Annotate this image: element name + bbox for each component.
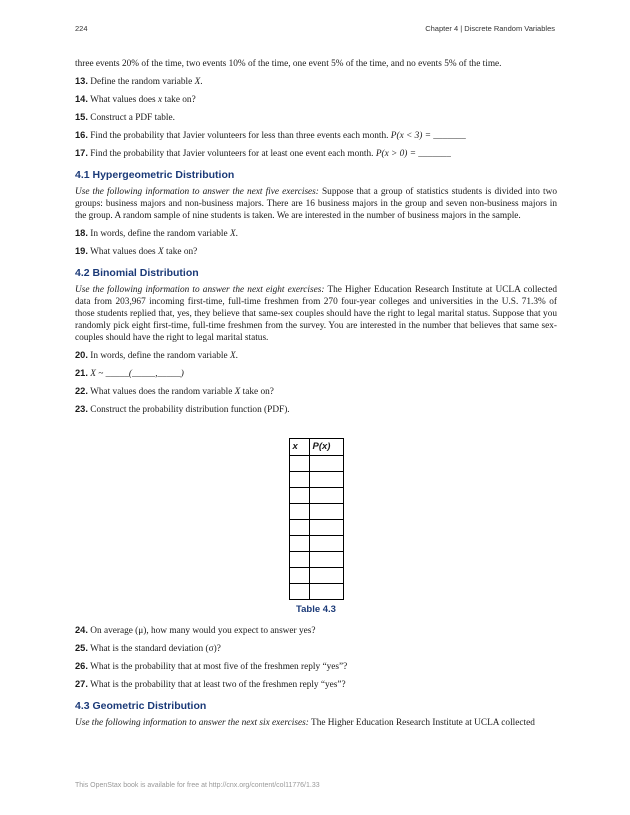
section-heading-4-3: 4.3 Geometric Distribution xyxy=(75,700,207,712)
pdf-table xyxy=(289,438,344,600)
exercise-number: 25. xyxy=(75,643,88,653)
exercise-22 xyxy=(75,385,557,398)
table-row xyxy=(289,568,343,584)
exercise-20 xyxy=(75,349,557,362)
intro-body: The Higher Education Research Institute at UCLA collected xyxy=(308,718,535,728)
table-cell xyxy=(309,504,343,520)
column-header-x: x xyxy=(289,439,309,456)
page-footer: This OpenStax book is available for free at http://cnx.org/content/col11776/1.33 xyxy=(75,782,320,789)
page-header xyxy=(75,24,555,38)
table-row xyxy=(289,504,343,520)
pdf-table-block xyxy=(75,438,557,616)
exercise-25 xyxy=(75,642,557,655)
page-content xyxy=(75,58,557,734)
exercise-text: What values does xyxy=(90,95,158,105)
exercise-text: In words, define the random variable xyxy=(90,229,230,239)
variable: X xyxy=(234,387,241,397)
intro-lead: Use the following information to answer the next six exercises: xyxy=(75,718,309,728)
exercise-number: 21. xyxy=(75,368,88,378)
section-intro-4-3 xyxy=(75,717,557,729)
exercise-text: Construct the probability distribution function (PDF). xyxy=(90,405,290,415)
exercise-18 xyxy=(75,227,557,240)
exercise-text: What is the probability that at most five of the freshmen reply “yes”? xyxy=(90,662,348,672)
table-cell xyxy=(309,552,343,568)
exercise-text: What values does xyxy=(90,247,158,257)
section-intro-4-2 xyxy=(75,284,557,344)
table-cell xyxy=(289,568,309,584)
chapter-title: Chapter 4 | Discrete Random Variables xyxy=(425,24,555,33)
exercise-text: What values does the random variable xyxy=(90,387,235,397)
table-cell xyxy=(289,504,309,520)
exercise-text-end: take on? xyxy=(240,387,274,397)
table-cell xyxy=(309,520,343,536)
intro-lead: Use the following information to answer the next eight exercises: xyxy=(75,285,325,295)
exercise-21 xyxy=(75,367,557,380)
exercise-text: On average (μ), how many would you expect to answer yes? xyxy=(90,626,316,636)
exercise-26 xyxy=(75,660,557,673)
distribution-expression: X ~ _____(_____,_____) xyxy=(90,369,184,379)
variable: X xyxy=(158,247,164,257)
exercise-text: Find the probability that Javier volunteers for less than three events each month. xyxy=(90,131,391,141)
table-caption: Table 4.3 xyxy=(296,604,336,615)
section-intro-4-1 xyxy=(75,186,557,222)
table-row xyxy=(289,584,343,600)
exercise-number: 24. xyxy=(75,625,88,635)
section-heading-4-2: 4.2 Binomial Distribution xyxy=(75,267,199,279)
table-cell xyxy=(289,536,309,552)
table-cell xyxy=(289,488,309,504)
table-cell xyxy=(289,456,309,472)
exercise-number: 13. xyxy=(75,76,88,86)
variable: X xyxy=(229,229,236,239)
column-header-px: P(x) xyxy=(309,439,343,456)
table-row xyxy=(289,552,343,568)
variable: X xyxy=(194,77,201,87)
exercise-number: 27. xyxy=(75,679,88,689)
exercise-text: Find the probability that Javier volunteers for at least one event each month. xyxy=(90,149,376,159)
table-cell xyxy=(309,536,343,552)
table-cell xyxy=(309,568,343,584)
table-cell xyxy=(289,584,309,600)
exercise-text-end: take on? xyxy=(163,247,198,257)
intro-body: The Higher Education Research Institute at UCLA collected data from 203,967 incoming first-time, full-time freshmen from 270 four-year colleges and universities in the U.S. 71.3% of those students replied that, yes, they believe that same-sex couples should have the right to legal marital status. Suppose that you randomly pick eight first-time, full-time freshmen from the survey. You are interested in the number that believes that same sex-couples should have the right to legal marital status. xyxy=(75,285,558,343)
exercise-text: What is the probability that at least two of the freshmen reply “yes”? xyxy=(90,680,346,690)
exercise-number: 26. xyxy=(75,661,88,671)
exercise-24 xyxy=(75,624,557,637)
exercise-number: 19. xyxy=(75,246,88,256)
table-cell xyxy=(289,472,309,488)
exercise-14 xyxy=(75,93,557,106)
exercise-text: Define the random variable xyxy=(90,77,195,87)
intro-body: Suppose that a group of statistics students is divided into two groups: business majors and non-business majors. There are 16 business majors in the group and seven non-business majors in the group. A random sample of nine students is taken. We are interested in the number of business majors in the sample. xyxy=(75,187,557,221)
variable: X xyxy=(229,351,236,361)
exercise-text: In words, define the random variable xyxy=(90,351,230,361)
exercise-text: What is the standard deviation (σ)? xyxy=(90,644,221,654)
table-row xyxy=(289,536,343,552)
exercise-27 xyxy=(75,678,557,691)
section-heading-4-1: 4.1 Hypergeometric Distribution xyxy=(75,169,235,181)
table-header-row xyxy=(289,439,343,456)
intro-lead: Use the following information to answer the next five exercises: xyxy=(75,187,319,197)
table-row xyxy=(289,456,343,472)
exercise-17 xyxy=(75,147,557,160)
page-number: 224 xyxy=(75,24,88,33)
exercise-text: Construct a PDF table. xyxy=(90,113,175,123)
continuation-text: three events 20% of the time, two events 10% of the time, one event 5% of the time, and no events 5% of the time. xyxy=(75,59,502,69)
table-cell xyxy=(309,472,343,488)
punct: . xyxy=(235,229,238,239)
probability-expression: P(x < 3) = _______ xyxy=(390,131,466,141)
exercise-number: 22. xyxy=(75,386,88,396)
exercise-number: 16. xyxy=(75,130,88,140)
table-cell xyxy=(309,488,343,504)
table-cell xyxy=(289,552,309,568)
punct: . xyxy=(200,77,203,87)
exercise-number: 18. xyxy=(75,228,88,238)
exercise-text-end: take on? xyxy=(162,95,196,105)
exercise-13 xyxy=(75,75,557,88)
exercise-16 xyxy=(75,129,557,142)
exercise-number: 14. xyxy=(75,94,88,104)
exercise-number: 15. xyxy=(75,112,88,122)
table-row xyxy=(289,488,343,504)
exercise-19 xyxy=(75,245,557,258)
punct: . xyxy=(235,351,238,361)
exercise-number: 17. xyxy=(75,148,88,158)
variable: x xyxy=(158,95,163,105)
table-row xyxy=(289,520,343,536)
table-cell xyxy=(309,456,343,472)
table-cell xyxy=(309,584,343,600)
exercise-23 xyxy=(75,403,557,416)
exercise-number: 20. xyxy=(75,350,88,360)
table-cell xyxy=(289,520,309,536)
exercise-15 xyxy=(75,111,557,124)
exercise-number: 23. xyxy=(75,404,88,414)
probability-expression: P(x > 0) = _______ xyxy=(375,149,451,159)
table-row xyxy=(289,472,343,488)
